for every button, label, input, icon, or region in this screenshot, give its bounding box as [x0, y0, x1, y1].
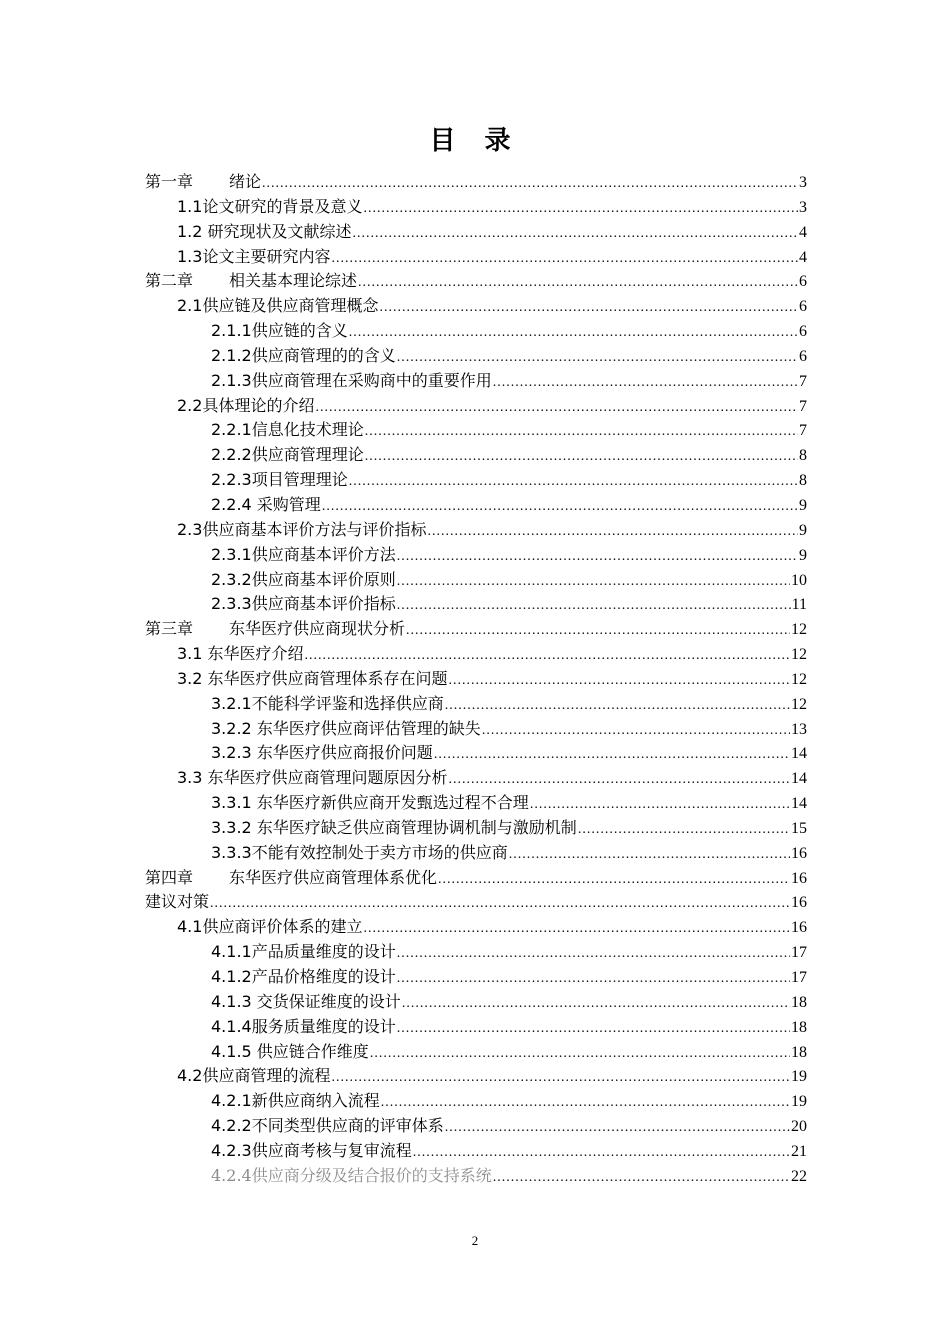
toc-entry-text: 4.2.3供应商考核与复审流程: [211, 1140, 412, 1160]
toc-entry-label: [211, 940, 396, 964]
toc-dot-leader: [305, 644, 790, 668]
toc-entry-page: 7: [799, 422, 807, 440]
toc-entry-text: 3.3.3不能有效控制处于卖方市场的供应商: [211, 842, 508, 862]
toc-dot-leader: [434, 743, 790, 767]
toc-entry-text: 4.1.3 交货保证维度的设计: [211, 991, 401, 1011]
toc-entry-label: [211, 443, 364, 467]
toc-dot-leader: [449, 768, 790, 792]
toc-entry-text: 2.2.4 采购管理: [211, 494, 321, 514]
toc-entry[interactable]: [145, 294, 807, 319]
toc-entry-page: 22: [791, 1167, 807, 1185]
toc-entry-text: 相关基本理论综述: [229, 271, 358, 291]
toc-entry-label: [177, 915, 362, 939]
toc-entry-page: 21: [791, 1142, 807, 1160]
toc-entry[interactable]: [145, 344, 807, 369]
toc-entry-text: 3.3 东华医疗供应商管理问题原因分析: [177, 768, 448, 788]
toc-entry-page: 14: [791, 795, 807, 813]
toc-entry-label: [177, 294, 378, 318]
toc-entry-text: 4.2.1新供应商纳入流程: [211, 1091, 380, 1111]
toc-entry-page: 19: [791, 1068, 807, 1086]
toc-entry-text: 2.1.2供应商管理的的含义: [211, 345, 396, 365]
toc-dot-leader: [413, 1141, 790, 1165]
page-number: 2: [471, 1233, 479, 1248]
toc-dot-leader: [210, 892, 790, 916]
toc-entry-label: [177, 245, 330, 269]
toc-dot-leader: [349, 470, 798, 494]
toc-entry-page: 18: [791, 1043, 807, 1061]
toc-entry-text: 3.2.3 东华医疗供应商报价问题: [211, 743, 433, 763]
toc-entry-label: [211, 717, 481, 741]
toc-entry-label: [177, 1064, 330, 1088]
toc-entry-page: 20: [791, 1118, 807, 1136]
toc-entry-label: [211, 741, 433, 765]
toc-entry[interactable]: [145, 468, 807, 493]
toc-entry-text: 4.1.2产品价格维度的设计: [211, 967, 396, 986]
toc-entry-label: [177, 766, 448, 790]
toc-dot-leader: [363, 197, 798, 221]
toc-entry-label: [211, 1114, 444, 1138]
toc-chapter-number: 第四章: [145, 867, 194, 887]
toc-entry[interactable]: [145, 965, 807, 990]
toc-entry[interactable]: [145, 592, 807, 617]
toc-entry[interactable]: [145, 940, 807, 965]
toc-entry[interactable]: [145, 692, 807, 717]
toc-dot-leader: [509, 843, 790, 867]
toc-entry[interactable]: [145, 518, 807, 543]
toc-dot-leader: [445, 694, 790, 718]
toc-entry-page: 4: [799, 248, 807, 266]
toc-entry-page: 18: [791, 993, 807, 1011]
toc-entry-text: 1.2 研究现状及文献综述: [177, 221, 352, 241]
toc-entry-label: [177, 220, 352, 244]
toc-entry[interactable]: [145, 319, 807, 344]
toc-dot-leader: [315, 396, 798, 420]
toc-entry-label: [211, 493, 321, 517]
toc-dot-leader: [402, 992, 790, 1016]
toc-entry-page: 11: [791, 596, 807, 614]
toc-entry[interactable]: [145, 816, 807, 841]
toc-entry[interactable]: [145, 841, 807, 866]
toc-dot-leader: [331, 1066, 790, 1090]
toc-entry-label: [211, 1040, 369, 1064]
toc-dot-leader: [370, 1042, 790, 1066]
toc-entry-label: [211, 990, 401, 1014]
toc-entry-page: 10: [791, 571, 807, 589]
toc-entry[interactable]: [145, 667, 807, 692]
toc-entry-page: 16: [791, 919, 807, 937]
toc-dot-leader: [365, 445, 798, 469]
toc-entry[interactable]: [145, 1040, 807, 1065]
toc-entry[interactable]: [145, 915, 807, 940]
toc-dot-leader: [397, 967, 790, 991]
toc-entry-page: 19: [791, 1093, 807, 1111]
toc-entry[interactable]: [145, 1139, 807, 1164]
toc-entry[interactable]: [145, 1114, 807, 1139]
toc-entry-label: [177, 394, 314, 418]
toc-entry[interactable]: [145, 766, 807, 791]
toc-entry-label: [145, 890, 209, 914]
toc-dot-leader: [530, 793, 790, 817]
toc-entry-label: [145, 269, 357, 293]
toc-entry-label: [211, 1164, 492, 1188]
toc-entry-label: [177, 195, 362, 219]
toc-entry-page: 17: [791, 944, 807, 962]
toc-entry-label: [211, 816, 577, 840]
toc-entry-label: [211, 692, 444, 716]
toc-dot-leader: [397, 570, 790, 594]
toc-entry-text: 2.1.1供应链的含义: [211, 321, 348, 341]
toc-entry-text: 3.2 东华医疗供应商管理体系存在问题: [177, 668, 448, 688]
toc-dot-leader: [358, 271, 798, 295]
page-title: 目 录: [429, 126, 521, 156]
toc-entry-text: 2.2.2供应商管理理论: [211, 445, 364, 465]
toc-entry-page: 9: [799, 521, 807, 539]
toc-entry-page: 9: [799, 496, 807, 514]
toc-entry-page: 16: [791, 844, 807, 862]
toc-entry-text: 2.1供应链及供应商管理概念: [177, 296, 379, 316]
toc-entry-page: 15: [791, 819, 807, 837]
toc-entry-label: [211, 1089, 380, 1113]
toc-entry-text: 东华医疗供应商管理体系优化: [229, 867, 438, 887]
toc-dot-leader: [397, 1017, 790, 1041]
toc-dot-leader: [331, 247, 798, 271]
toc-entry-label: [211, 568, 396, 592]
toc-entry-label: [211, 965, 396, 989]
toc-entry-label: [211, 344, 396, 368]
toc-entry-text: 2.2.1信息化技术理论: [211, 420, 364, 440]
toc-entry-text: 3.2.2 东华医疗供应商评估管理的缺失: [211, 718, 481, 738]
toc-dot-leader: [363, 917, 790, 941]
toc-entry-text: 2.2具体理论的介绍: [177, 395, 315, 415]
toc-entry-text: 3.1 东华医疗介绍: [177, 644, 304, 664]
toc-entry[interactable]: [145, 568, 807, 593]
toc-entry-page: 12: [791, 695, 807, 713]
toc-entry[interactable]: [145, 269, 807, 294]
toc-dot-leader: [449, 669, 790, 693]
toc-entry-text: 3.2.1不能科学评鉴和选择供应商: [211, 693, 444, 713]
toc-entry-page: 6: [799, 347, 807, 365]
toc-entry-text: 2.3供应商基本评价方法与评价指标: [177, 519, 427, 539]
toc-dot-leader: [493, 1166, 790, 1190]
toc-dot-leader: [322, 495, 798, 519]
toc-entry-page: 12: [791, 621, 807, 639]
toc-dot-leader: [381, 1091, 790, 1115]
toc-dot-leader: [365, 420, 798, 444]
toc-entry-page: 13: [791, 720, 807, 738]
toc-dot-leader: [438, 868, 790, 892]
toc-entry-label: [211, 418, 364, 442]
toc-entry[interactable]: [145, 717, 807, 742]
toc-entry-text: 4.2供应商管理的流程: [177, 1066, 331, 1086]
toc-dot-leader: [397, 942, 790, 966]
toc-entry-label: [211, 1139, 412, 1163]
toc-entry[interactable]: [145, 245, 807, 270]
toc-entry-text: 4.1.1产品质量维度的设计: [211, 942, 396, 962]
toc-entry-page: 8: [799, 447, 807, 465]
toc-entry-label: [211, 1015, 396, 1039]
toc-dot-leader: [379, 296, 798, 320]
toc-entry-label: [211, 319, 348, 343]
toc-entry-label: [145, 170, 261, 194]
toc-entry-label: [211, 592, 396, 616]
toc-entry[interactable]: [145, 1164, 807, 1189]
toc-entry[interactable]: [145, 443, 807, 468]
toc-entry[interactable]: [145, 170, 807, 195]
toc-entry-text: 4.1供应商评价体系的建立: [177, 917, 363, 937]
toc-chapter-number: 第三章: [145, 619, 194, 639]
toc-entry[interactable]: [145, 543, 807, 568]
toc-entry-label: [145, 617, 405, 641]
toc-dot-leader: [427, 520, 798, 544]
toc-entry-text: 2.3.2供应商基本评价原则: [211, 569, 396, 589]
toc-entry-text: 4.1.4服务质量维度的设计: [211, 1016, 396, 1036]
toc-dot-leader: [578, 818, 790, 842]
toc-entry-page: 12: [791, 646, 807, 664]
toc-entry[interactable]: [145, 493, 807, 518]
toc-entry-label: [211, 468, 348, 492]
toc-entry-page: 7: [799, 397, 807, 415]
toc-entry-text: 2.2.3项目管理理论: [211, 470, 348, 490]
toc-entry-page: 6: [799, 298, 807, 316]
toc-dot-leader: [445, 1116, 790, 1140]
toc-entry-text: 2.3.3供应商基本评价指标: [211, 594, 396, 614]
toc-entry[interactable]: [145, 890, 807, 915]
toc-dot-leader: [493, 371, 798, 395]
toc-entry-page: 3: [799, 198, 807, 216]
toc-entry[interactable]: [145, 741, 807, 766]
toc-chapter-number: 第二章: [145, 271, 194, 291]
toc-entry-page: 6: [799, 323, 807, 341]
toc-entry-text: 4.2.2不同类型供应商的评审体系: [211, 1116, 444, 1136]
toc-entry-label: [211, 543, 396, 567]
toc-entry-text: 2.1.3供应商管理在采购商中的重要作用: [211, 370, 492, 390]
table-of-contents: [145, 170, 807, 1189]
toc-entry-text: 1.3论文主要研究内容: [177, 246, 331, 266]
toc-dot-leader: [406, 619, 790, 643]
toc-entry[interactable]: [145, 1064, 807, 1089]
toc-entry-page: 17: [791, 969, 807, 986]
toc-entry-text: 4.2.4供应商分级及结合报价的支持系统: [211, 1165, 492, 1185]
toc-entry[interactable]: [145, 617, 807, 642]
toc-dot-leader: [397, 346, 798, 370]
toc-entry-text: 1.1论文研究的背景及意义: [177, 196, 363, 216]
toc-entry-page: 4: [799, 223, 807, 241]
toc-dot-leader: [262, 172, 798, 196]
toc-entry-text: 东华医疗供应商现状分析: [229, 619, 406, 639]
toc-entry-page: 16: [791, 869, 807, 887]
toc-entry[interactable]: [145, 195, 807, 220]
toc-entry-page: 16: [791, 894, 807, 912]
toc-entry-page: 12: [791, 670, 807, 688]
toc-entry-label: [177, 667, 448, 691]
toc-entry[interactable]: [145, 791, 807, 816]
toc-entry-label: [211, 841, 508, 865]
toc-entry-label: [211, 791, 529, 815]
toc-dot-leader: [397, 545, 798, 569]
toc-entry-text: 建议对策: [145, 892, 210, 912]
toc-entry-page: 9: [799, 546, 807, 564]
toc-entry[interactable]: [145, 394, 807, 419]
toc-entry-text: 3.3.1 东华医疗新供应商开发甄选过程不合理: [211, 793, 529, 813]
toc-entry-label: [177, 642, 304, 666]
toc-entry-text: 绪论: [229, 172, 262, 191]
toc-entry[interactable]: [145, 369, 807, 394]
toc-entry-page: 14: [791, 745, 807, 763]
toc-entry[interactable]: [145, 990, 807, 1015]
toc-dot-leader: [349, 321, 798, 345]
toc-entry-page: 18: [791, 1018, 807, 1036]
toc-dot-leader: [482, 719, 790, 743]
toc-entry[interactable]: [145, 220, 807, 245]
toc-entry-page: 14: [791, 770, 807, 788]
toc-entry[interactable]: [145, 1089, 807, 1114]
toc-entry[interactable]: [145, 866, 807, 891]
toc-chapter-number: 第一章: [145, 172, 194, 191]
toc-entry-text: 2.3.1供应商基本评价方法: [211, 544, 396, 564]
toc-entry[interactable]: [145, 418, 807, 443]
toc-entry-label: [145, 866, 437, 890]
toc-entry-page: 7: [799, 372, 807, 390]
toc-entry-text: 3.3.2 东华医疗缺乏供应商管理协调机制与激励机制: [211, 817, 577, 837]
toc-dot-leader: [353, 222, 798, 246]
toc-entry-label: [211, 369, 492, 393]
toc-dot-leader: [397, 594, 791, 618]
toc-entry-text: 4.1.5 供应链合作维度: [211, 1041, 369, 1061]
toc-entry-label: [177, 518, 426, 542]
toc-entry[interactable]: [145, 1015, 807, 1040]
toc-entry[interactable]: [145, 642, 807, 667]
toc-entry-page: 8: [799, 472, 807, 490]
toc-entry-page: 3: [799, 174, 807, 191]
toc-entry-page: 6: [799, 273, 807, 291]
